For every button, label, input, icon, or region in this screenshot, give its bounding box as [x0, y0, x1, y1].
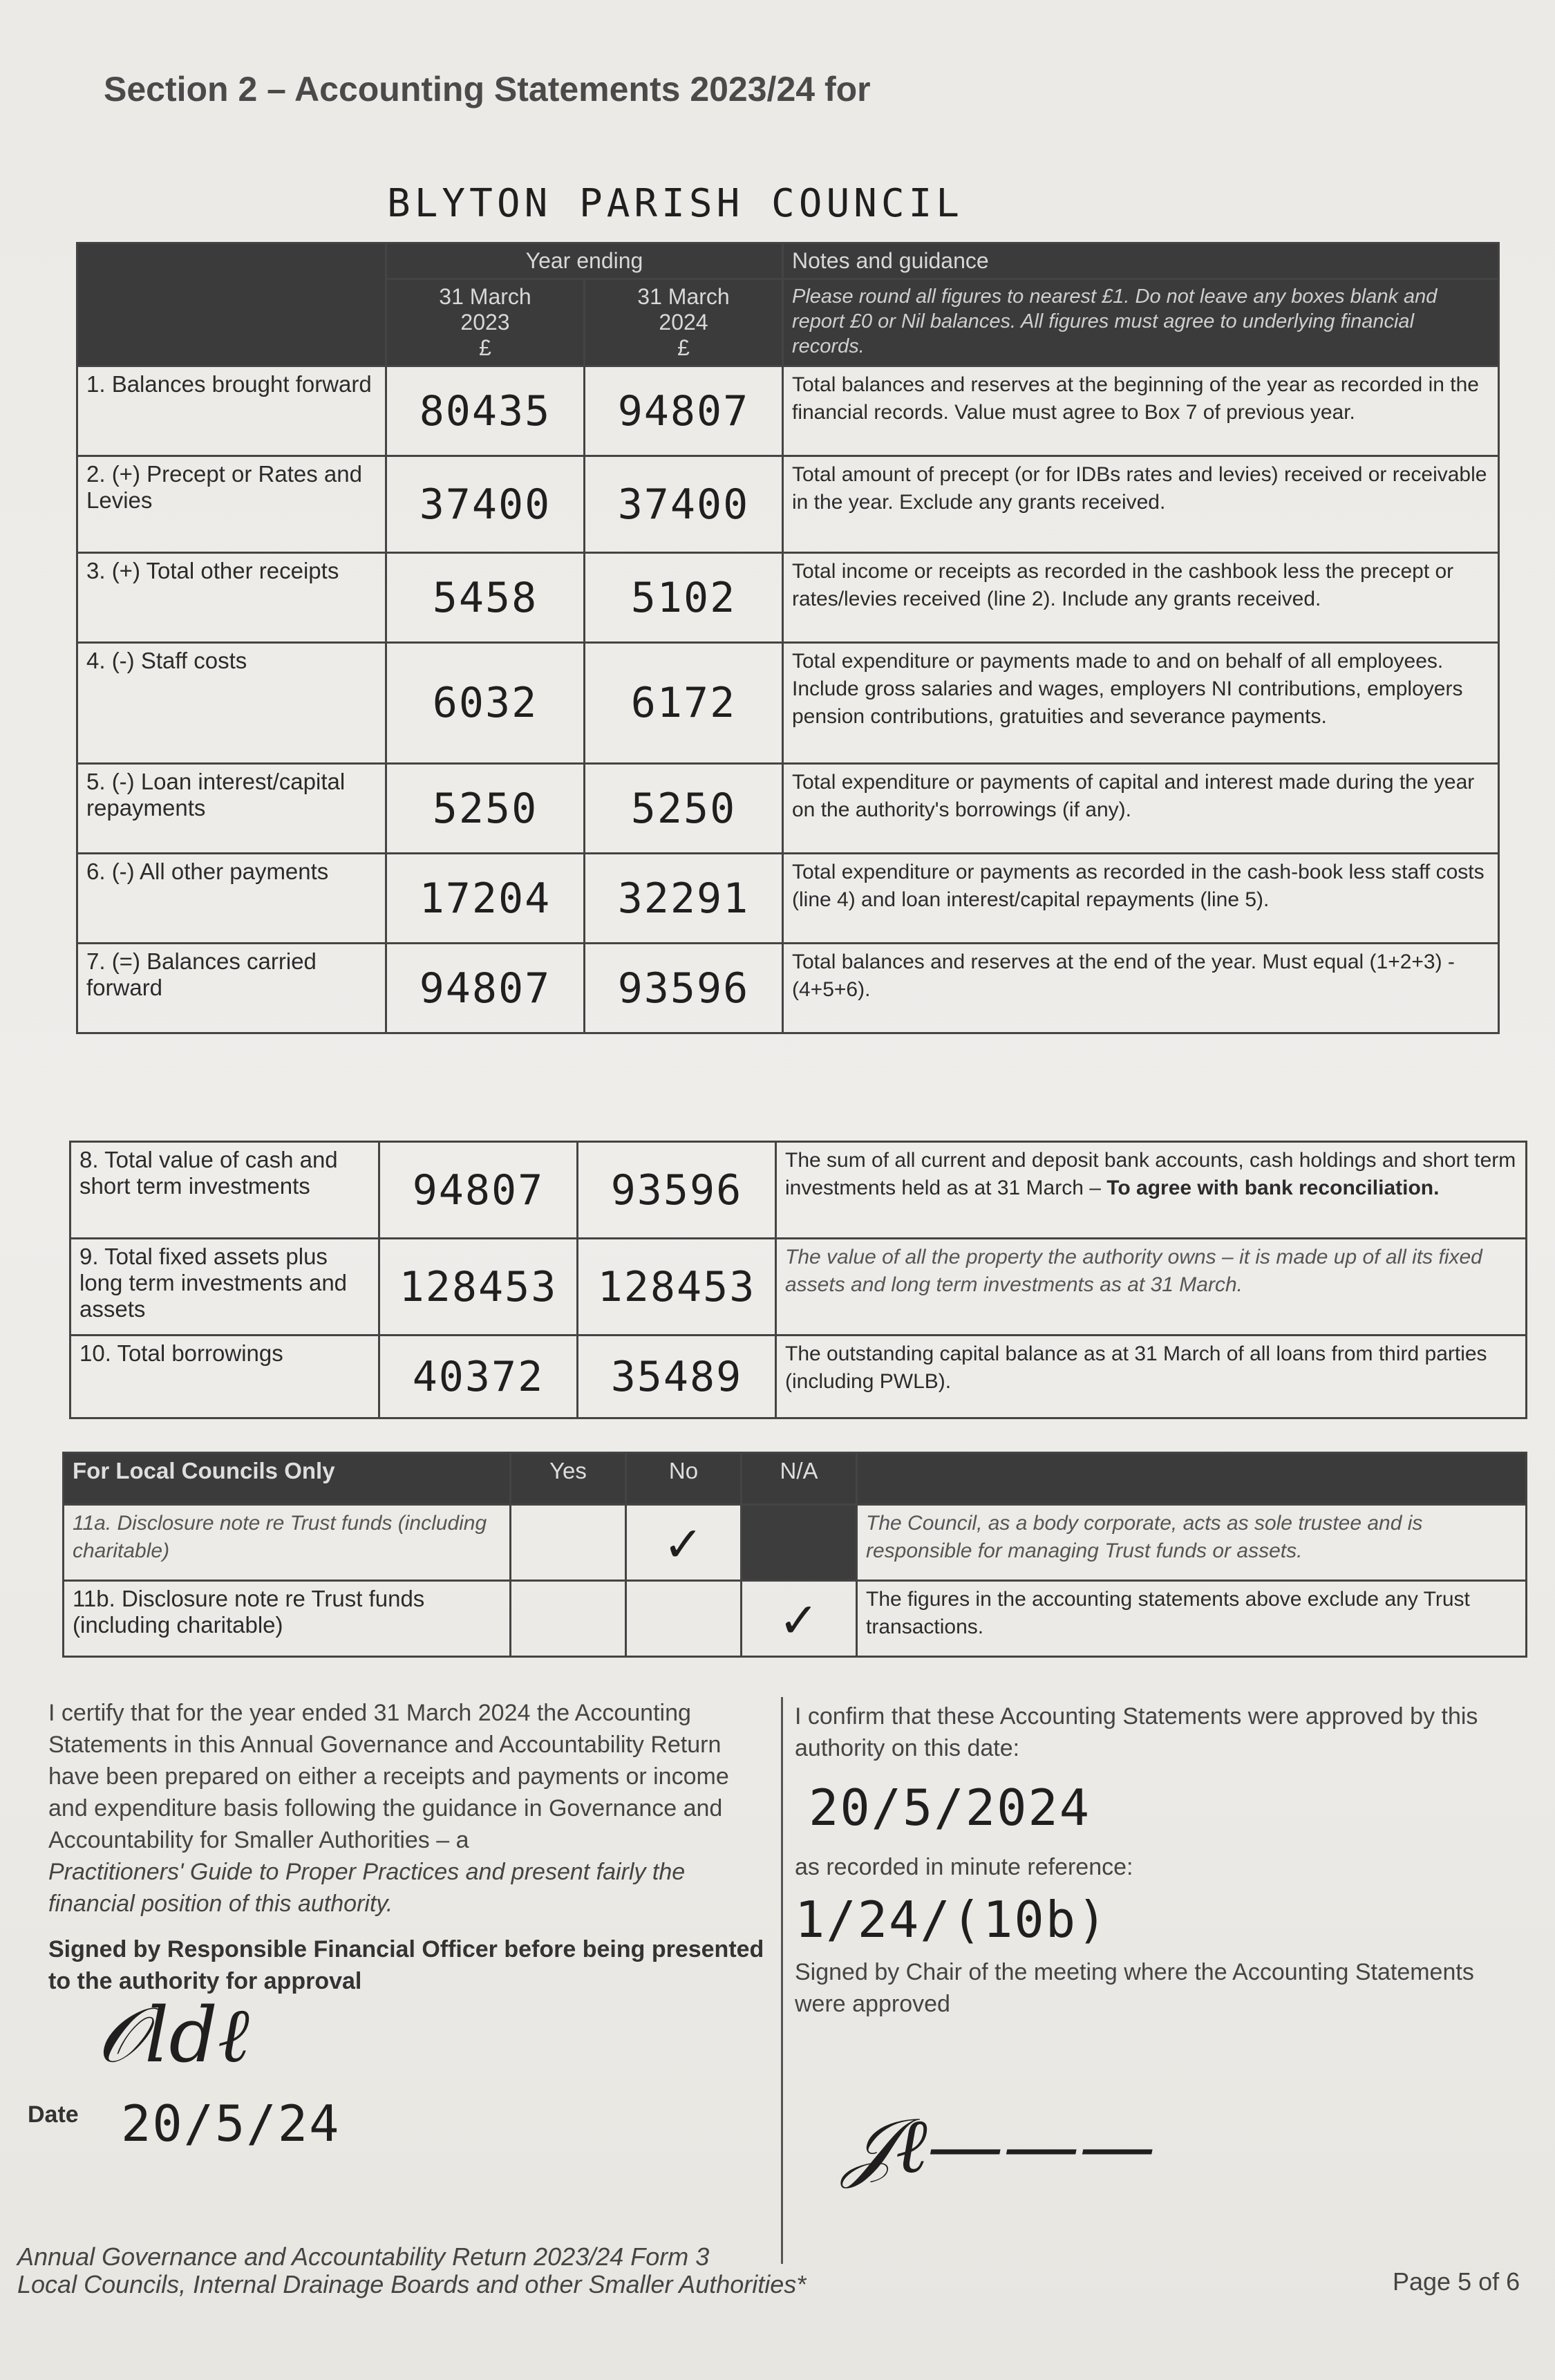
value-2024: 37400 [585, 456, 783, 553]
asset-row [70, 1239, 1527, 1336]
row-label: 3. (+) Total other receipts [77, 553, 386, 643]
approved-date: 20/5/2024 [809, 1779, 1091, 1837]
row-note: Total amount of precept (or for IDBs rates and levies) received or receivable in the year. Exclude any grants received. [783, 456, 1499, 553]
yes-cell [511, 1581, 626, 1657]
value-2024: 5102 [585, 553, 783, 643]
footer-line1: Annual Governance and Accountability Return 2023/24 Form 3 [17, 2242, 710, 2271]
row-note [776, 1336, 1527, 1418]
value-2023: 94807 [386, 944, 585, 1033]
local-councils-header: For Local Councils Only [64, 1453, 511, 1505]
row-label: 1. Balances brought forward [77, 366, 386, 456]
note-bold-text: To agree with bank reconciliation. [1106, 1177, 1440, 1199]
row-label: 10. Total borrowings [70, 1336, 379, 1418]
yes-header: Yes [511, 1453, 626, 1505]
certify-text-italic: Practitioners' Guide to Proper Practices and present fairly the financial position of this authority. [48, 1859, 686, 1917]
footer-line2: Local Councils, Internal Drainage Boards and other Smaller Authorities* [17, 2270, 807, 2298]
value-2023: 94807 [379, 1142, 578, 1239]
na-cell [742, 1505, 857, 1581]
row-note: The Council, as a body corporate, acts as sole trustee and is responsible for managing Trust funds or assets. [857, 1505, 1527, 1581]
statement-row [77, 944, 1499, 1033]
statement-row [77, 643, 1499, 764]
col-2023-header: 31 March 2023 £ [386, 279, 585, 366]
statement-row [77, 854, 1499, 944]
row-label: 7. (=) Balances carried forward [77, 944, 386, 1033]
col-2024-header: 31 March 2024 £ [585, 279, 783, 366]
statement-row [77, 764, 1499, 854]
row-label: 11b. Disclosure note re Trust funds (including charitable) [64, 1581, 511, 1657]
footer [17, 2243, 806, 2298]
blank-header [77, 243, 386, 366]
year-ending-header: Year ending [386, 243, 783, 279]
guidance-note: Please round all figures to nearest £1. Do not leave any boxes blank and report £0 or Nil balances. All figures must agree to underlying financial records. [783, 279, 1499, 366]
value-2024: 5250 [585, 764, 783, 854]
page-number: Page 5 of 6 [1393, 2267, 1520, 2296]
page-title: Section 2 – Accounting Statements 2023/24 for [104, 70, 871, 109]
statement-row [77, 366, 1499, 456]
column-divider [781, 1697, 783, 2264]
row-label: 4. (-) Staff costs [77, 643, 386, 764]
statement-row [77, 456, 1499, 553]
row-label: 8. Total value of cash and short term investments [70, 1142, 379, 1239]
row-label: 2. (+) Precept or Rates and Levies [77, 456, 386, 553]
row-note: The figures in the accounting statements above exclude any Trust transactions. [857, 1581, 1527, 1657]
value-2023: 40372 [379, 1336, 578, 1418]
note-text: The outstanding capital balance as at 31 March of all loans from third parties (including PWLB). [785, 1342, 1487, 1393]
minute-reference: 1/24/(10b) [795, 1891, 1109, 1949]
value-2024: 94807 [585, 366, 783, 456]
value-2023: 80435 [386, 366, 585, 456]
asset-row [70, 1142, 1527, 1239]
row-note [776, 1239, 1527, 1336]
council-name: BLYTON PARISH COUNCIL [387, 181, 964, 226]
yes-cell [511, 1505, 626, 1581]
row-label: 5. (-) Loan interest/capital repayments [77, 764, 386, 854]
row-note: Total expenditure or payments of capital and interest made during the year on the authority's borrowings (if any). [783, 764, 1499, 854]
certify-text: I certify that for the year ended 31 March 2024 the Accounting Statements in this Annual Governance and Accountability Return have been prepared on either a receipts and payments or income and expenditure basis following the guidance in Governance and Accountability for Smaller Authorities – a [48, 1700, 729, 1853]
trust-note-header [857, 1453, 1527, 1505]
no-cell: ✓ [626, 1505, 742, 1581]
no-header: No [626, 1453, 742, 1505]
asset-row [70, 1336, 1527, 1418]
rfo-signature: 𝒪ldℓ [97, 1991, 249, 2079]
row-note: Total balances and reserves at the end of the year. Must equal (1+2+3) - (4+5+6). [783, 944, 1499, 1033]
date-label: Date [28, 2101, 79, 2128]
row-label: 11a. Disclosure note re Trust funds (including charitable) [64, 1505, 511, 1581]
row-note: Total balances and reserves at the beginning of the year as recorded in the financial records. Value must agree to Box 7 of previous year. [783, 366, 1499, 456]
row-label: 6. (-) All other payments [77, 854, 386, 944]
notes-header: Notes and guidance [783, 243, 1499, 279]
value-2024: 35489 [578, 1336, 776, 1418]
value-2023: 5458 [386, 553, 585, 643]
accounting-statements-table [76, 242, 1500, 1034]
trust-row [64, 1581, 1527, 1657]
value-2024: 6172 [585, 643, 783, 764]
trust-row [64, 1505, 1527, 1581]
na-cell: ✓ [742, 1581, 857, 1657]
no-cell [626, 1581, 742, 1657]
rfo-date: 20/5/24 [121, 2095, 341, 2153]
rfo-certification [48, 1697, 774, 1997]
value-2024: 128453 [578, 1239, 776, 1336]
confirm-text: I confirm that these Accounting Statements were approved by this authority on this date: [795, 1703, 1478, 1761]
row-note: Total expenditure or payments made to and on behalf of all employees. Include gross salaries and wages, employers NI contributions, employers pension contributions, gratuities and severance payments. [783, 643, 1499, 764]
value-2024: 93596 [585, 944, 783, 1033]
value-2023: 37400 [386, 456, 585, 553]
row-note [776, 1142, 1527, 1239]
minute-label: as recorded in minute reference: [795, 1854, 1133, 1880]
na-header: N/A [742, 1453, 857, 1505]
assets-table [69, 1141, 1527, 1419]
value-2023: 17204 [386, 854, 585, 944]
value-2024: 32291 [585, 854, 783, 944]
row-note: Total expenditure or payments as recorded in the cash-book less staff costs (line 4) and loan interest/capital repayments (line 5). [783, 854, 1499, 944]
statement-row [77, 553, 1499, 643]
row-note: Total income or receipts as recorded in the cashbook less the precept or rates/levies received (line 2). Include any grants received. [783, 553, 1499, 643]
value-2023: 5250 [386, 764, 585, 854]
row-label: 9. Total fixed assets plus long term investments and assets [70, 1239, 379, 1336]
value-2023: 6032 [386, 643, 585, 764]
chair-signed-label: Signed by Chair of the meeting where the Accounting Statements were approved [795, 1959, 1474, 2017]
rfo-signed-label: Signed by Responsible Financial Officer before being presented to the authority for approval [48, 1936, 764, 1994]
note-text: The value of all the property the authority owns – it is made up of all its fixed assets and long term investments as at 31 March. [785, 1246, 1482, 1296]
note-text: The sum of all current and deposit bank accounts, cash holdings and short term investments held as at 31 March – [785, 1149, 1516, 1199]
value-2023: 128453 [379, 1239, 578, 1336]
value-2024: 93596 [578, 1142, 776, 1239]
chair-signature: 𝒥ℓ——— [843, 2101, 1156, 2190]
chair-confirmation [795, 1700, 1486, 2020]
local-councils-table [62, 1452, 1527, 1658]
